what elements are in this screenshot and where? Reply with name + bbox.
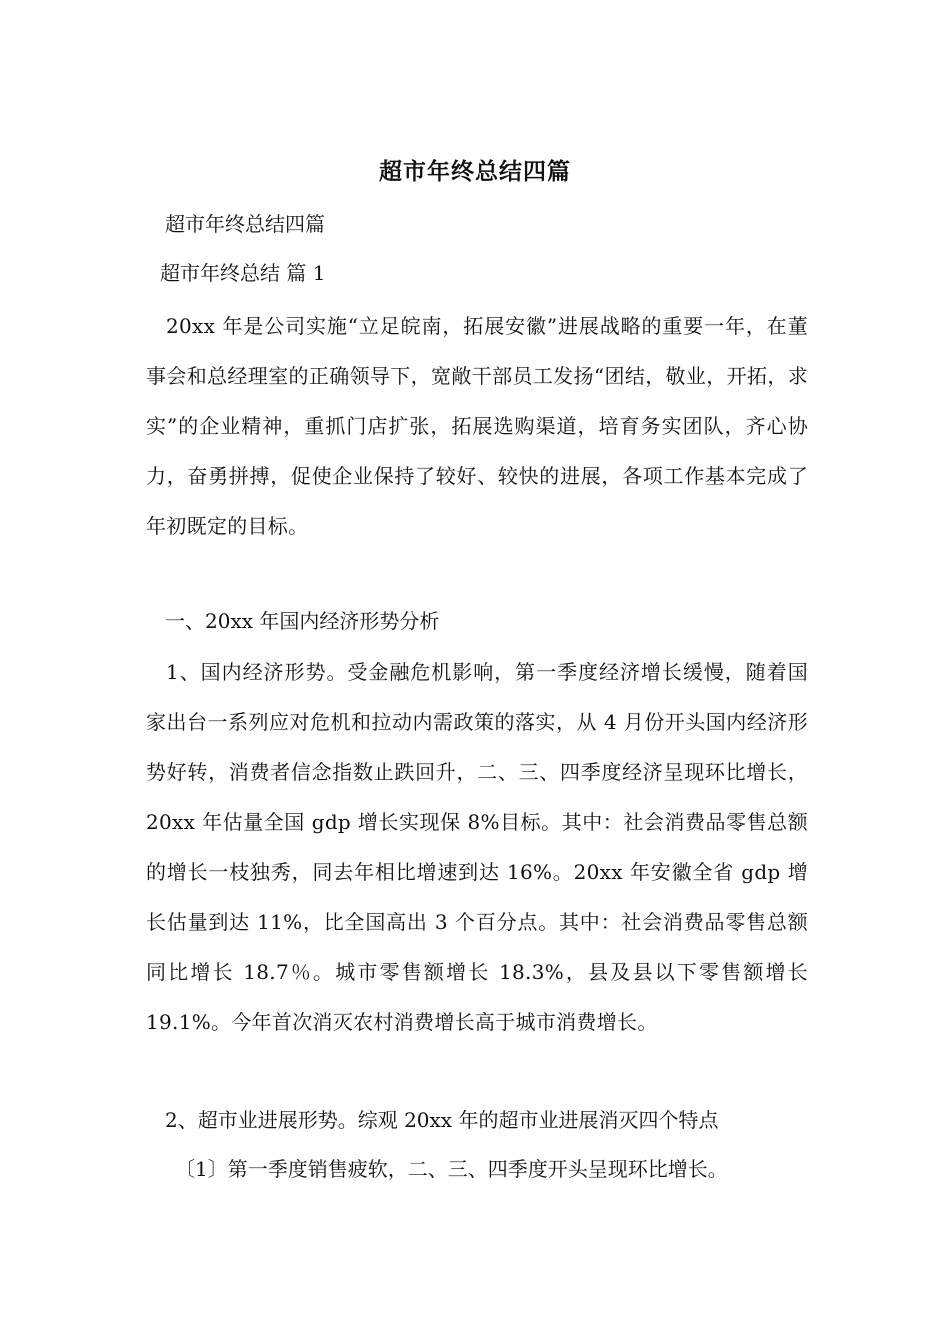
point-one-paragraph: 1、国内经济形势。受金融危机影响，第一季度经济增长缓慢，随着国家出台一系列应对危机和拉动内需政策的落实，从 4 月份开头国内经济形势好转，消费者信念指数止跌回升，二、三、四季度经济呈现环比增长，20xx 年估量全国 gdp 增长实现保 8%目标。其中：社会消费品零售总额的增长一枝独秀，同去年相比增速到达 16%。20xx 年安徽全省 gdp 增长估量到达 11%，比全国高出 3 个百分点。其中：社会消费品零售总额同比增长 18.7％。城市零售额增长 18.3%，县及县以下零售额增长 19.1%。今年首次消灭农村消费增长高于城市消费增长。 xyxy=(146,660,808,1034)
document-title: 超市年终总结四篇 xyxy=(379,158,571,185)
intro-paragraph: 20xx 年是公司实施“立足皖南，拓展安徽”进展战略的重要一年，在董事会和总经理室的正确领导下，宽敞干部员工发扬“团结，敬业，开拓，求实”的企业精神，重抓门店扩张，拓展选购渠道，培育务实团队，齐心协力，奋勇拼搏，促使企业保持了较好、较快的进展，各项工作基本完成了年初既定的目标。 xyxy=(146,314,808,538)
sub-point-one-line: 〔1〕第一季度销售疲软，二、三、四季度开头呈现环比增长。 xyxy=(175,1157,728,1181)
section-heading: 超市年终总结 篇 1 xyxy=(160,261,326,285)
part-one-heading: 一、20xx 年国内经济形势分析 xyxy=(165,609,440,633)
point-two-line: 2、超市业进展形势。综观 20xx 年的超市业进展消灭四个特点 xyxy=(165,1108,719,1132)
document-subtitle: 超市年终总结四篇 xyxy=(165,212,325,236)
